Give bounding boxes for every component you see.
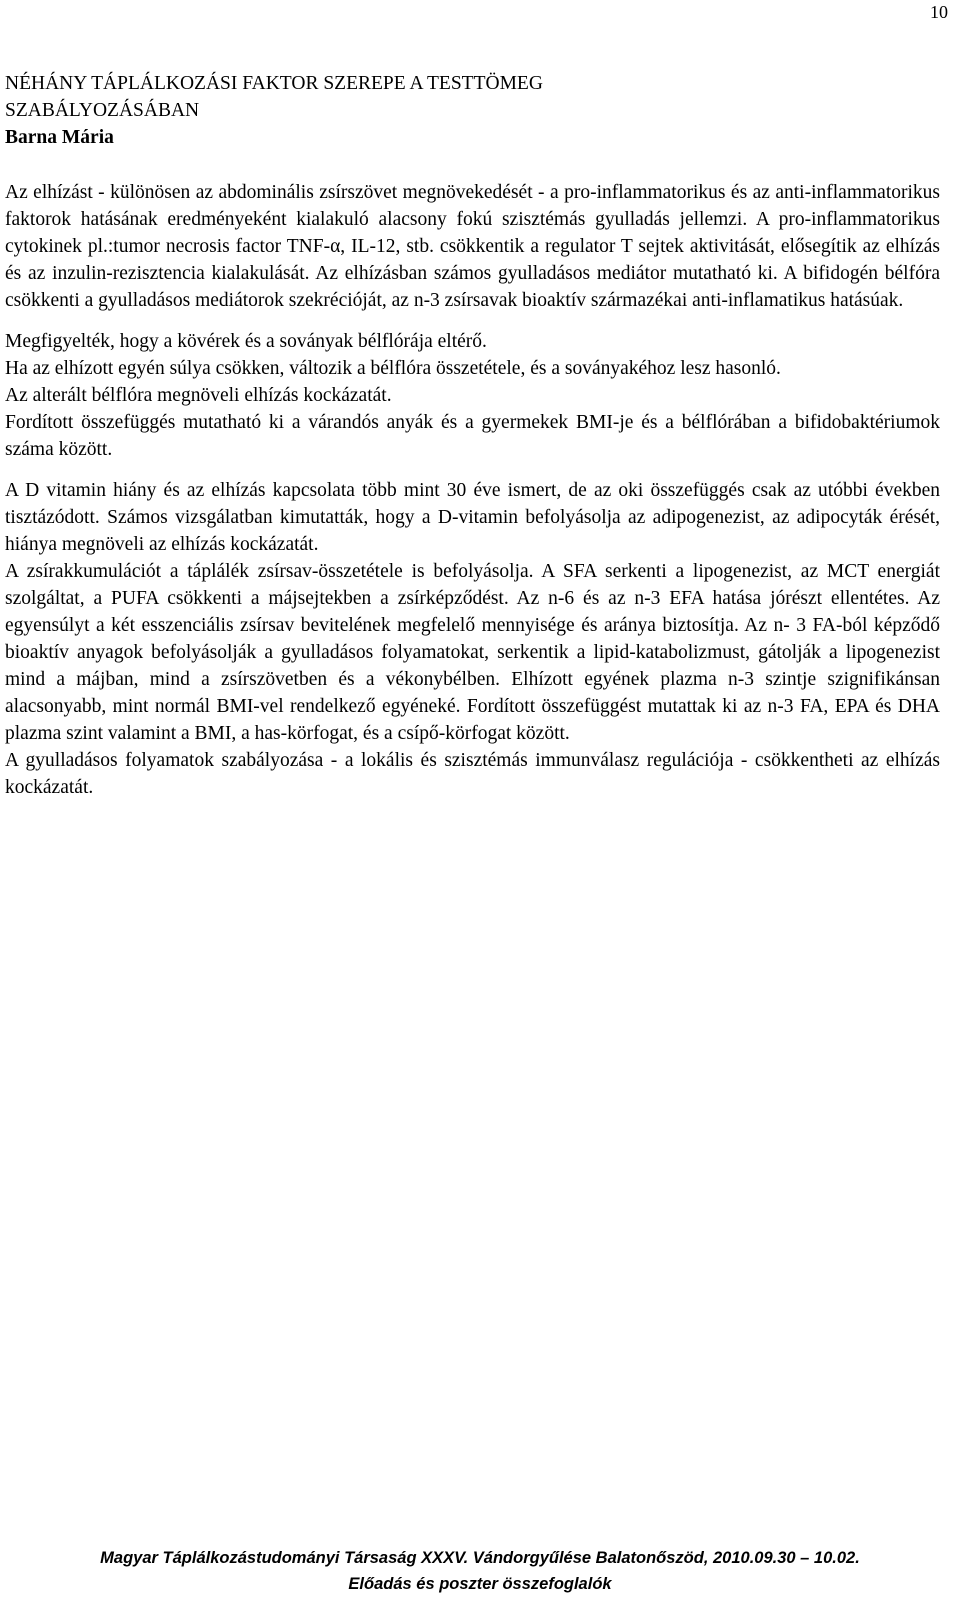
title-line-2: SZABÁLYOZÁSÁBAN (5, 100, 200, 121)
author-name: Barna Mária (5, 127, 114, 148)
title-line-1: NÉHÁNY TÁPLÁLKOZÁSI FAKTOR SZEREPE A TESTTÖMEG (5, 73, 543, 94)
paragraph-vitamin-d: A D vitamin hiány és az elhízás kapcsolata több mint 30 éve ismert, de az oki összefüggés csak az utóbbi években tisztázódott. Számos vizsgálatban kimutatták, hogy a D-vitamin befolyásolja az adipogenezist, az adipocyták érését, hiánya megnöveli az elhízás kockázatát. (5, 480, 940, 555)
paragraph-gut-flora: Megfigyelték, hogy a kövérek és a soványak bélflórája eltérő. (5, 331, 487, 352)
paragraph-bmi-correlation: Fordított összefüggés mutatható ki a várandós anyák és a gyermekek BMI-je és a bélflórában a bifidobaktériumok száma között. (5, 412, 940, 460)
paragraph-inflammation: Az elhízást - különösen az abdominális zsírszövet megnövekedését - a pro-inflammatorikus és az anti-inflammatorikus faktorok hatásának eredményeként kialakuló alacsony fokú szisztémás gyulladás jellemzi. A pro-inflammatorikus cytokinek pl.:tumor necrosis factor TNF-α, IL-12, stb. csökkentik a regulator T sejtek aktivitását, elősegítik az elhízás és az inzulin-rezisztencia kialakulását. Az elhízásban számos gyulladásos mediátor mutatható ki. A bifidogén bélfóra csökkenti a gyulladásos mediátorok szekrécióját, az n-3 zsírsavak bioaktív származékai anti-inflamatikus hatásúak. (5, 182, 940, 311)
article-title (5, 70, 940, 124)
paragraph-altered-flora: Az alterált bélflóra megnöveli elhízás kockázatát. (5, 385, 392, 406)
paragraph-fatty-acids: A zsírakkumulációt a táplálék zsírsav-összetétele is befolyásolja. A SFA serkenti a lipogenezist, az MCT energiát szolgáltat, a PUFA csökkenti a májsejtekben a zsírképződést. Az n-6 és az n-3 EFA hatása jórészt ellentétes. Az egyensúlyt a két esszenciális zsírsav bevitelének megfelelő mennyisége és aránya biztosítja. Az n- 3 FA-ból képződő bioaktív anyagok befolyásolják a gyulladásos folyamatokat, serkentik a lipid-katabolizmust, gátolják a lipogenezist mind a májban, mind a zsírszövetben és a vékonybélben. Elhízott egyének plazma n-3 szintje szignifikánsan alacsonyabb, mint normál BMI-vel rendelkező egyéneké. Fordított összefüggést mutattak ki az n-3 FA, EPA és DHA plazma szint valamint a BMI, a has-körfogat, és a csípő-körfogat között. (5, 561, 940, 744)
page-number: 10 (930, 2, 948, 22)
footer-conference: Magyar Táplálkozástudományi Társaság XXXV. Vándorgyűlése Balatonőszöd, 2010.09.30 – 10.02. (100, 1549, 860, 1567)
paragraph-weight-loss: Ha az elhízott egyén súlya csökken, változik a bélflóra összetétele, és a soványakéhoz lesz hasonló. (5, 358, 781, 379)
article-content (5, 70, 940, 801)
footer-subtitle: Előadás és poszter összefoglalók (348, 1575, 612, 1593)
paragraph-conclusion: A gyulladásos folyamatok szabályozása - a lokális és szisztémás immunválasz regulációja - csökkentheti az elhízás kockázatát. (5, 750, 940, 798)
page-footer (0, 1545, 960, 1597)
